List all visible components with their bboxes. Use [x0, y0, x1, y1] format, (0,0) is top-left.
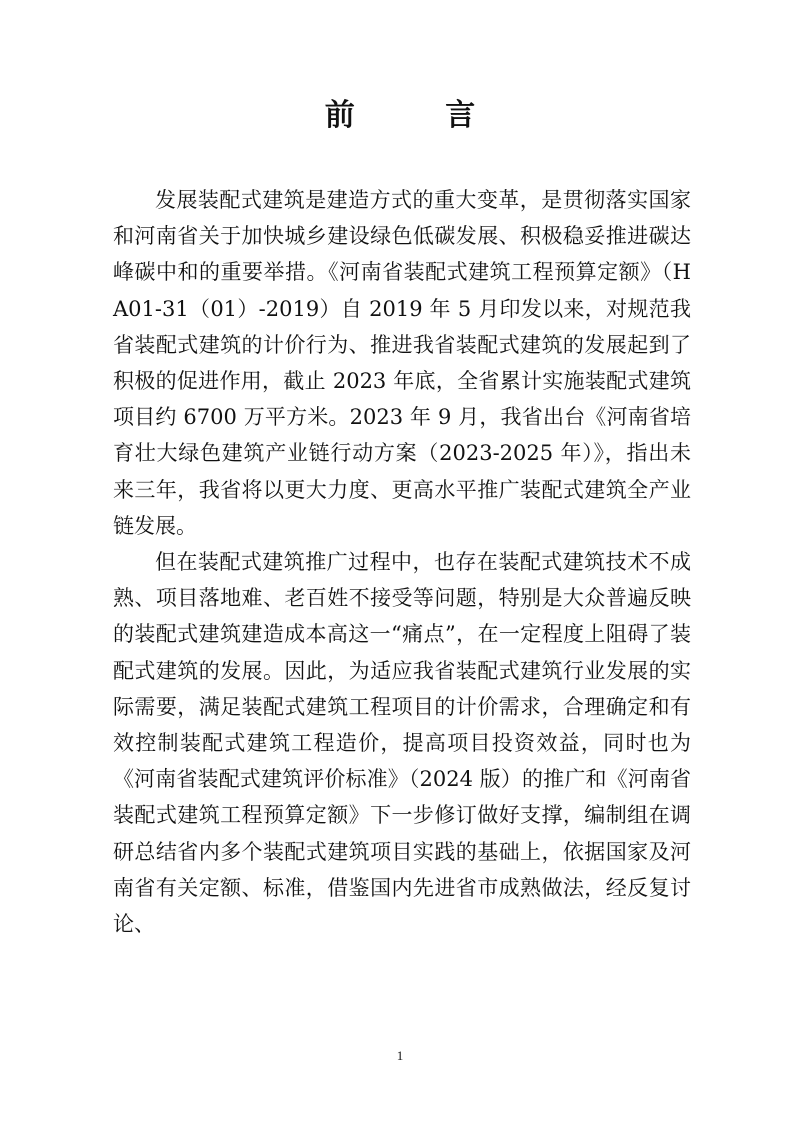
paragraph-1: 发展装配式建筑是建造方式的重大变革，是贯彻落实国家和河南省关于加快城乡建设绿色低碳发展、积极稳妥推进碳达峰碳中和的重要举措。《河南省装配式建筑工程预算定额》（HA01-31（01）-2019）自 2019 年 5 月印发以来，对规范我省装配式建筑的计价行为、推进我省装配式建筑的发展起到了积极的促进作用，截止 2023 年底，全省累计实施装配式建筑项目约 6700 万平方米。2023 年 9 月，我省出台《河南省培育壮大绿色建筑产业链行动方案（2023-2025 年）》，指出未来三年，我省将以更大力度、更高水平推广装配式建筑全产业链发展。: [113, 188, 691, 538]
page-title: 前 言: [324, 98, 516, 133]
body-text: [113, 182, 691, 942]
page-number: 1: [396, 1048, 404, 1063]
paragraph-2: 但在装配式建筑推广过程中，也存在装配式建筑技术不成熟、项目落地难、老百姓不接受等问题，特别是大众普遍反映的装配式建筑建造成本高这一“痛点”，在一定程度上阻碍了装配式建筑的发展。因此，为适应我省装配式建筑行业发展的实际需要，满足装配式建筑工程项目的计价需求，合理确定和有效控制装配式建筑工程造价，提高项目投资效益，同时也为《河南省装配式建筑评价标准》（2024 版）的推广和《河南省装配式建筑工程预算定额》下一步修订做好支撑，编制组在调研总结省内多个装配式建筑项目实践的基础上，依据国家及河南省有关定额、标准，借鉴国内先进省市成熟做法，经反复讨论、: [113, 550, 691, 937]
